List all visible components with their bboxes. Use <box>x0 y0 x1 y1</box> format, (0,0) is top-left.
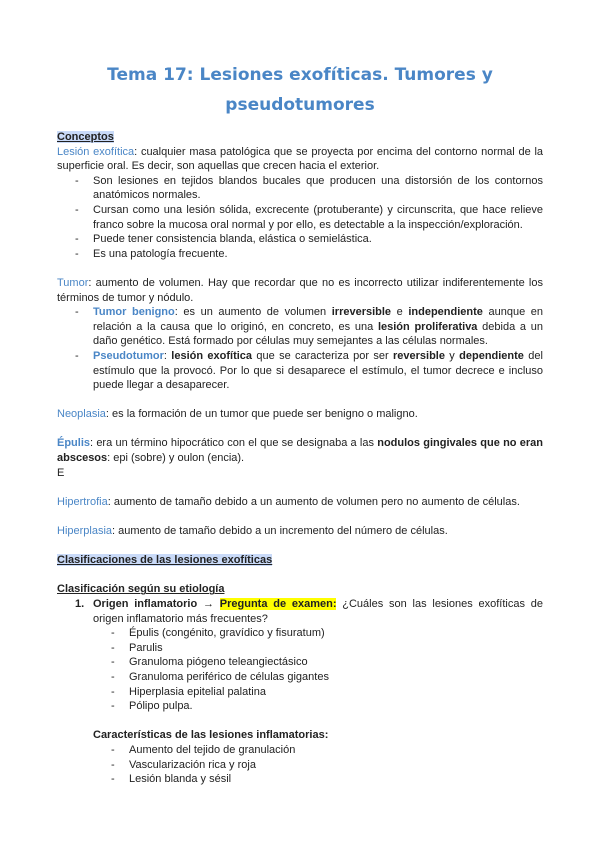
section-heading-clasificaciones: Clasificaciones de las lesiones exofíticas <box>57 554 273 567</box>
tumor-bullet-list <box>57 305 543 393</box>
term-neoplasia: Neoplasia <box>57 408 106 421</box>
etiologia-list <box>57 597 543 626</box>
list-item: - Lesión blanda y sésil <box>129 772 543 787</box>
paragraph-lesion-exofitica <box>57 145 543 174</box>
list-item: - Épulis (congénito, gravídico y fisuratum) <box>129 626 543 641</box>
paragraph-hipertrofia <box>57 495 543 510</box>
term-tumor: Tumor <box>57 276 89 289</box>
lesion-bullet-list <box>57 174 543 262</box>
list-item: - Hiperplasia epitelial palatina <box>129 685 543 700</box>
text-span: del estímulo que la provocó. Por lo que si desaparece el estímulo, el tumor decrece e incluso puede llegar a desaparecer. <box>93 349 543 392</box>
paragraph-hiperplasia <box>57 524 543 539</box>
list-item: - Puede tener consistencia blanda, elástica o semielástica. <box>93 232 543 247</box>
text-span: aunque en relación a la causa que lo originó, en concreto, es una <box>93 306 543 333</box>
list-item: - Vascularización rica y roja <box>129 758 543 773</box>
def-lesion-exofitica: : cualquier masa patológica que se proyecta por encima del contorno normal de la superficie oral. Es decir, son aquellas que crecen hacia el exterior. <box>57 145 544 173</box>
list-item-tumor-benigno <box>93 305 543 349</box>
paragraph-epulis <box>57 436 543 465</box>
text-span: : epi (sobre) y oulon (encia). <box>107 452 245 465</box>
bold-span: irreversible <box>331 306 392 319</box>
text-span: : es un aumento de volumen <box>174 306 332 319</box>
def-neoplasia: : es la formación de un tumor que puede ser benigno o maligno. <box>105 408 418 421</box>
term-epulis: Épulis <box>57 437 91 450</box>
def-hiperplasia: : aumento de tamaño debido a un incremento del número de células. <box>112 525 448 538</box>
exam-question-highlight: Pregunta de examen: <box>219 598 337 610</box>
list-item: - Parulis <box>129 641 543 656</box>
term-pseudotumor: Pseudotumor <box>93 349 164 362</box>
paragraph-tumor <box>57 276 543 305</box>
text-span: y <box>444 349 460 362</box>
term-lesion-exofitica: Lesión exofítica <box>57 145 135 158</box>
section-heading-conceptos: Conceptos <box>57 131 114 143</box>
list-item: - Son lesiones en tejidos blandos bucales que producen una distorsión de los contornos anatómicos normales. <box>93 174 543 203</box>
list-item: - Es una patología frecuente. <box>93 247 543 262</box>
document-body <box>57 130 543 787</box>
page-title: Tema 17: Lesiones exofíticas. Tumores y pseudotumores <box>107 65 493 115</box>
list-item-origen-inflamatorio <box>75 597 544 626</box>
text-span: que se caracteriza por ser <box>252 349 393 362</box>
list-item: - Pólipo pulpa. <box>129 699 543 714</box>
inflamatorio-list <box>57 626 543 714</box>
def-tumor: : aumento de volumen. Hay que recordar que no es incorrecto utilizar indiferentemente los términos de tumor y nódulo. <box>57 276 543 304</box>
def-hipertrofia: : aumento de tamaño debido a un aumento de volumen pero no aumento de células. <box>107 495 520 508</box>
term-tumor-benigno: Tumor benigno <box>93 306 175 319</box>
bold-span: lesión exofítica <box>171 349 253 362</box>
paragraph-neoplasia <box>57 407 543 422</box>
list-item-pseudotumor <box>93 349 543 393</box>
bold-span: lesión proliferativa <box>377 320 478 333</box>
stray-letter: E <box>57 466 65 479</box>
item-title: Origen inflamatorio → <box>93 598 214 610</box>
text-span: : <box>163 349 172 362</box>
subheading-etiologia: Clasificación según su etiología <box>57 583 225 596</box>
text-span: debida a un daño genético. Está formado por células muy semejantes a las células normales. <box>93 320 543 348</box>
caracteristicas-list <box>57 743 543 787</box>
bold-span: independiente <box>408 306 483 319</box>
exam-question-text: ¿Cuáles son las lesiones exofíticas de origen inflamatorio más frecuentes? <box>93 598 544 625</box>
list-item: - Cursan como una lesión sólida, excrecente (protuberante) y circunscrita, que hace relieve franco sobre la mucosa oral normal y por ello, es detectable a la inspección/exploración. <box>93 203 543 232</box>
list-item: - Granuloma periférico de células gigantes <box>129 670 543 685</box>
bold-span: nodulos gingivales que no eran abscesos <box>57 437 543 465</box>
text-span: e <box>391 306 409 319</box>
term-hipertrofia: Hipertrofia <box>57 495 108 508</box>
list-item: - Aumento del tejido de granulación <box>129 743 543 758</box>
list-item: - Granuloma piógeno teleangiectásico <box>129 655 543 670</box>
term-hiperplasia: Hiperplasia <box>57 525 113 538</box>
text-span: : era un término hipocrático con el que se designaba a las <box>90 437 378 450</box>
bold-span: reversible <box>392 349 445 362</box>
bold-span: dependiente <box>459 349 524 362</box>
item-number: 1. <box>75 598 85 610</box>
subheading-caracteristicas: Características de las lesiones inflamatorias: <box>93 729 329 742</box>
